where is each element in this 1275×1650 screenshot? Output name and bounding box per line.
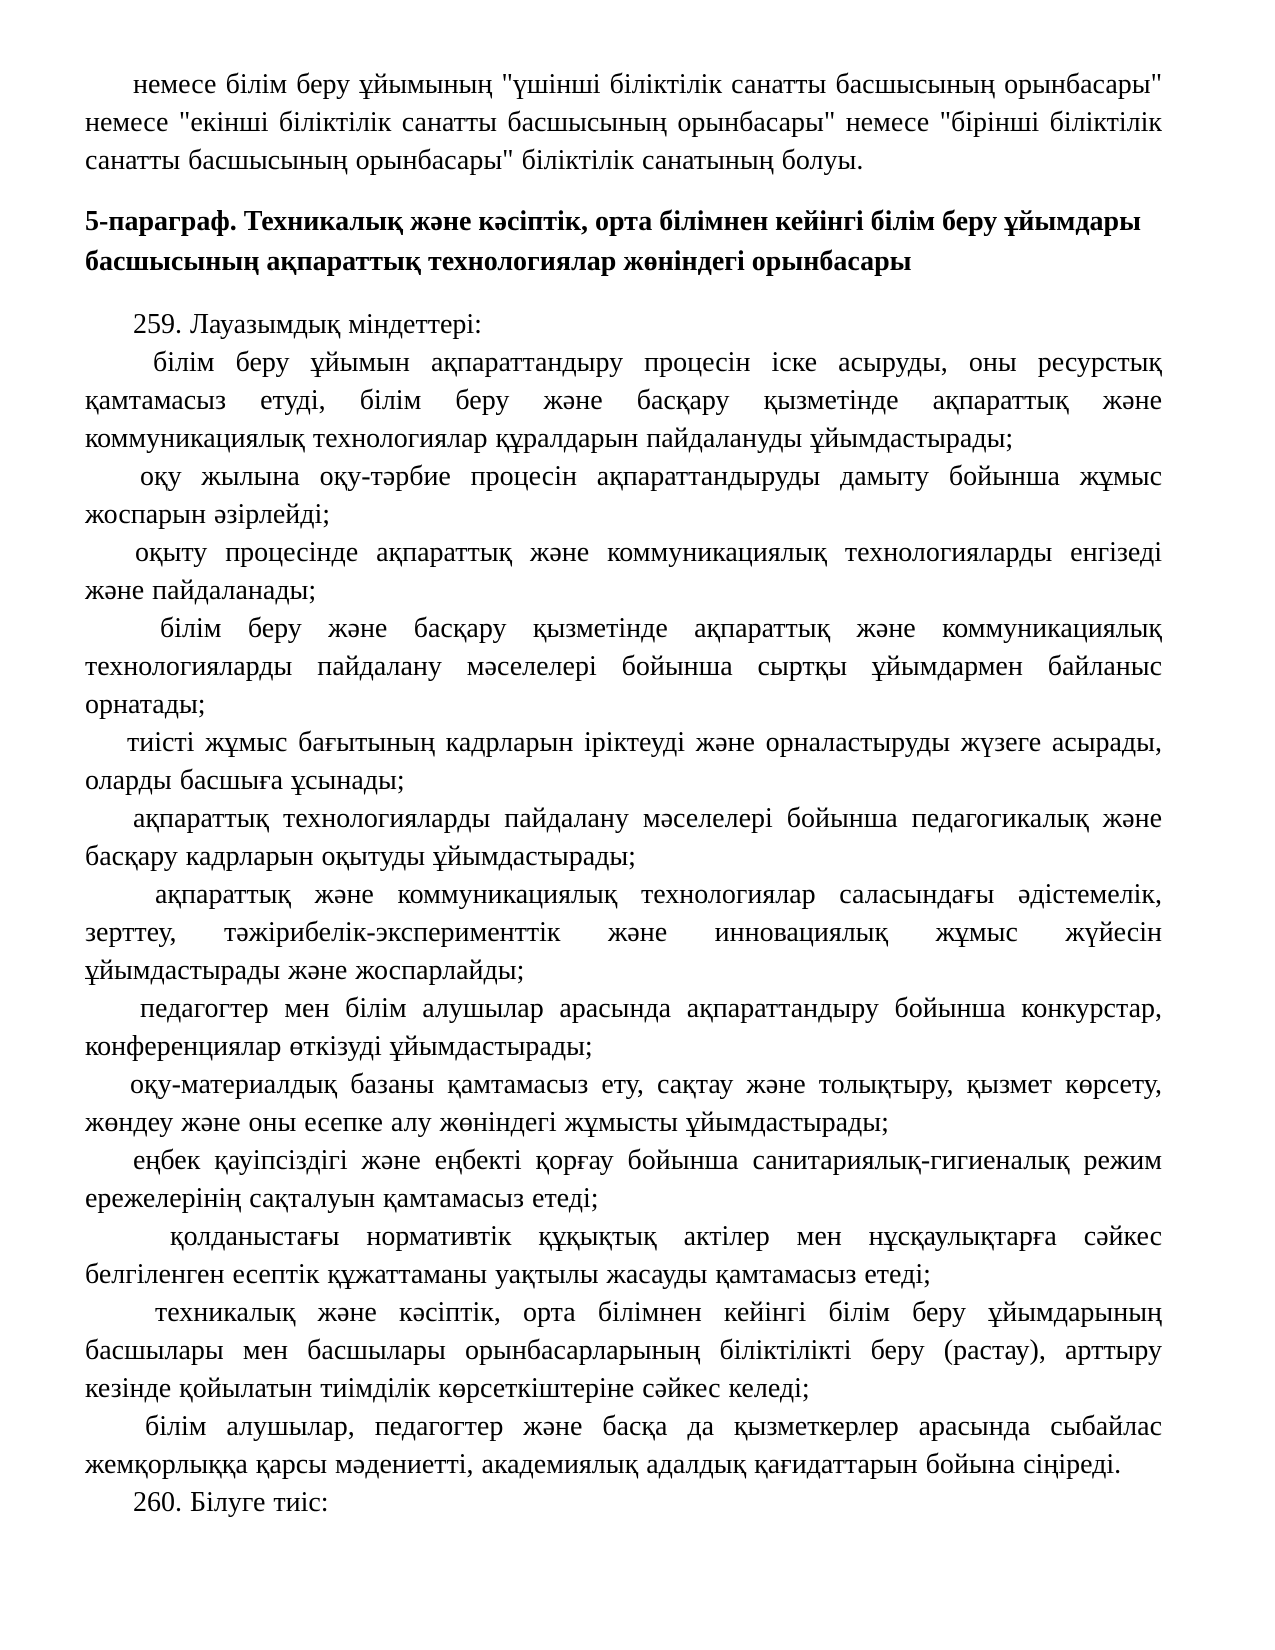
duty-item: педагогтер мен білім алушылар арасында ақпараттандыру бойынша конкурстар, конференциялар өткізуді ұйымдастырады; xyxy=(85,993,1162,1062)
clause-259-title: 259. Лауазымдық міндеттері: xyxy=(133,309,482,340)
clause-260-title: 260. Білуге тиіс: xyxy=(133,1487,329,1518)
duty-item: ақпараттық технологияларды пайдалану мәселелері бойынша педагогикалық және басқару кадрларын оқытуды ұйымдастырады; xyxy=(85,803,1162,872)
section-heading: 5-параграф. Техникалық және кәсіптік, орта білімнен кейінгі білім беру ұйымдары басшысының ақпараттық технологиялар жөніндегі орынбасары xyxy=(85,206,1141,277)
duty-item: білім беру және басқару қызметінде ақпараттық және коммуникациялық технологияларды пайдалану мәселелері бойынша сыртқы ұйымдармен байланыс орнатады; xyxy=(85,613,1162,720)
duty-item: білім алушылар, педагогтер және басқа да қызметкерлер арасында сыбайлас жемқорлыққа қарсы мәдениетті, академиялық адалдық қағидаттарын бойына сіңіреді. xyxy=(85,1411,1162,1480)
duty-item: білім беру ұйымын ақпараттандыру процесін іске асыруды, оны ресурстық қамтамасыз етуді, білім беру және басқару қызметінде ақпараттық және коммуникациялық технологиялар құралдарын пайдалануды ұйымдастырады; xyxy=(85,347,1162,454)
duty-item: тиісті жұмыс бағытының кадрларын іріктеуді және орналастыруды жүзеге асырады, оларды басшыға ұсынады; xyxy=(85,727,1162,796)
duty-item: қолданыстағы нормативтік құқықтық актілер мен нұсқаулықтарға сәйкес белгіленген есептік құжаттаманы уақтылы жасауды қамтамасыз етеді; xyxy=(85,1221,1162,1290)
intro-paragraph: немесе білім беру ұйымының "үшінші біліктілік санатты басшысының орынбасары" немесе "екінші біліктілік санатты басшысының орынбасары" немесе "бірінші біліктілік санатты басшысының орынбасары" біліктілік санатының болуы. xyxy=(85,69,1162,176)
duty-item: оқу жылына оқу-тәрбие процесін ақпараттандыруды дамыту бойынша жұмыс жоспарын әзірлейді; xyxy=(85,461,1162,530)
duty-item: оқу-материалдық базаны қамтамасыз ету, сақтау және толықтыру, қызмет көрсету, жөндеу және оны есепке алу жөніндегі жұмысты ұйымдастырады; xyxy=(85,1069,1162,1138)
duty-item: техникалық және кәсіптік, орта білімнен кейінгі білім беру ұйымдарының басшылары мен басшылары орынбасарларының біліктілікті беру (растау), арттыру кезінде қойылатын тиімділік көрсеткіштеріне сәйкес келеді; xyxy=(85,1297,1162,1404)
duty-item: оқыту процесінде ақпараттық және коммуникациялық технологияларды енгізеді және пайдаланады; xyxy=(85,537,1162,606)
duty-item: еңбек қауіпсіздігі және еңбекті қорғау бойынша санитариялық-гигиеналық режим ережелерінің сақталуын қамтамасыз етеді; xyxy=(85,1145,1162,1214)
duty-item: ақпараттық және коммуникациялық технологиялар саласындағы әдістемелік, зерттеу, тәжірибелік-эксперименттік және инновациялық жұмыс жүйесін ұйымдастырады және жоспарлайды; xyxy=(85,879,1162,986)
